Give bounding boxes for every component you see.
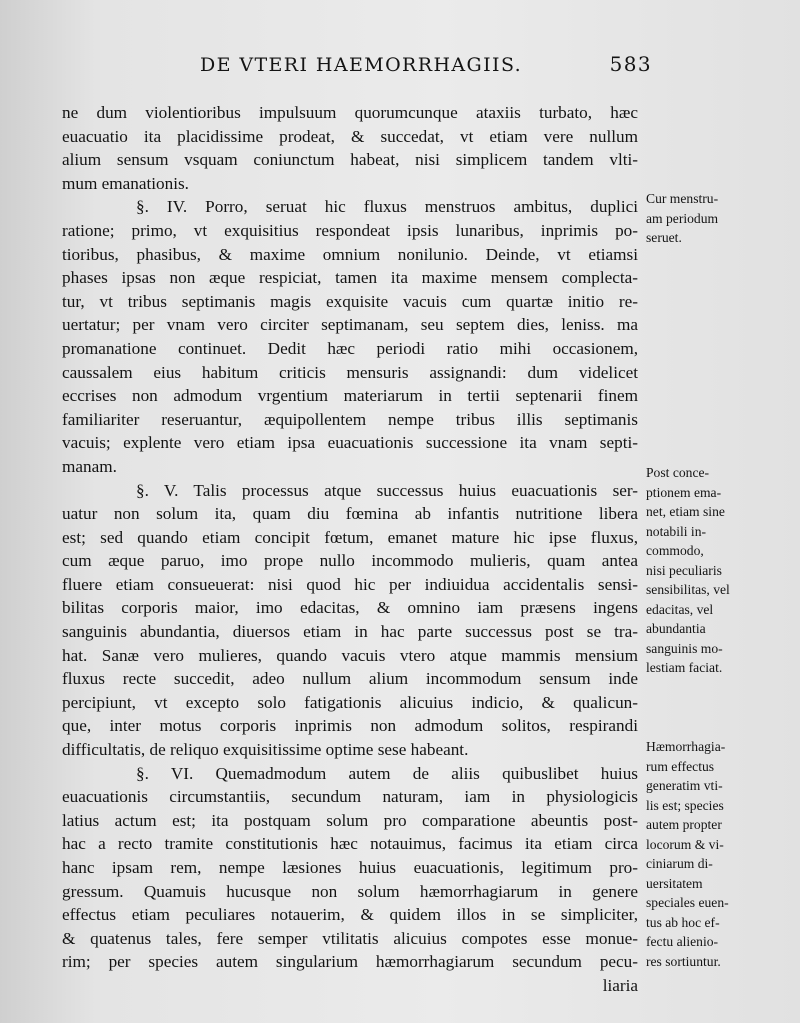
text-line: mum emanationis. (62, 173, 189, 193)
note-line: Post conce- (646, 465, 710, 480)
note-line: autem propter (646, 817, 722, 832)
text-line: alium sensum vsquam coniunctum habeat, nisi simplicem tandem vlti- (62, 150, 638, 170)
text-line: euacuatio ita placidissime prodeat, & succedat, vt etiam vere nullum (62, 126, 638, 146)
note-line: nisi peculiaris (646, 562, 722, 578)
text-line: tioribus, phasibus, & maxime omnium nonilunio. Deinde, vt etiamsi (62, 244, 638, 264)
text-line: effectus etiam peculiares notauerim, & quidem illos in se simpliciter, (62, 905, 638, 925)
text-line: uertatur; per vnam vero circiter septimanam, seu septem dies, leniss. ma (62, 315, 638, 335)
note-line: notabili in- (646, 523, 707, 539)
note-line: seruet. (646, 230, 682, 245)
text-line: vacuis; explente vero etiam ipsa euacuationis successione ita vnam septi- (62, 433, 638, 453)
note-line: ptionem ema- (646, 484, 722, 500)
note-line: lis est; species (646, 797, 724, 813)
note-line: net, etiam sine (646, 504, 725, 519)
note-line: edacitas, vel (646, 601, 714, 617)
note-line: fectu alienio- (646, 934, 719, 949)
margin-note-haemorrhagiae (646, 737, 796, 971)
running-title: DE VTERI HAEMORRHAGIIS. (200, 54, 523, 76)
paragraph-section-6 (62, 762, 638, 998)
text-line: hanc ipsam rem, nempe læsiones huius euacuationis, legitimum pro- (62, 858, 638, 877)
text-line: tur, vt tribus septimanis magis exquisite vacuis cum quartæ initio re- (62, 291, 638, 311)
note-line: am periodum (646, 210, 719, 226)
text-line: §. V. Talis processus atque successus huius euacuationis ser- (136, 480, 638, 500)
text-line: euacuationis circumstantiis, secundum naturam, iam in physiologicis (62, 787, 638, 807)
text-line: manam. (62, 456, 117, 476)
catchword: liaria (602, 975, 638, 995)
page-number: 583 (609, 52, 652, 76)
margin-note-periodus (646, 189, 796, 248)
text-line: phases ipsas non æque respiciat, tamen ita maxime mensem complecta- (62, 268, 638, 288)
text-line: difficultatis, de reliquo exquisitissime optime sese habeant. (62, 740, 469, 760)
note-line: Hæmorrhagia- (646, 739, 726, 754)
note-line: uersitatem (646, 875, 703, 891)
text-line: eccrises non admodum vrgentium materiarum in tertii septenarii finem (62, 386, 638, 406)
note-line: commodo, (646, 543, 704, 558)
text-line: ne dum violentioribus impulsuum quorumcunque ataxiis turbato, hæc (62, 103, 638, 122)
text-line: & quatenus tales, fere semper vtilitatis alicuius compotes esse monue- (62, 928, 638, 948)
text-line: est; sed quando etiam concipit fœtum, emanet mature hic ipse fluxus, (62, 527, 638, 547)
note-line: Cur menstru- (646, 191, 719, 206)
paragraph-section-4 (62, 195, 638, 478)
text-line: promanatione continuet. Dedit hæc periodi ratio mihi occasionem, (62, 338, 638, 358)
text-line: cum æque paruo, imo prope nullo incommodo mulieris, quam antea (62, 551, 638, 571)
text-line: familiariter reseruantur, æquipollentem nempe tribus illis septimanis (62, 409, 638, 429)
note-line: abundantia (646, 621, 706, 636)
text-line: uatur non solum ita, quam diu fœmina ab infantis nutritione libera (62, 504, 638, 524)
note-line: generatim vti- (646, 778, 723, 793)
paragraph-section-5 (62, 479, 638, 762)
note-line: locorum & vi- (646, 836, 724, 852)
text-line: §. IV. Porro, seruat hic fluxus menstruos ambitus, duplici (136, 197, 638, 217)
note-line: speciales euen- (646, 895, 729, 910)
note-line: sanguinis mo- (646, 640, 723, 656)
text-line: ratione; primo, vt exquisitius respondeat ipsis lunaribus, inprimis po- (62, 220, 638, 240)
note-line: rum effectus (646, 758, 715, 774)
text-line: fluxus recte succedit, adeo nullum alium incommodum sensum inde (62, 669, 638, 689)
text-line: que, inter motus corporis inprimis non admodum solitos, respirandi (62, 716, 638, 736)
text-line: percipiunt, vt excepto solo fatigationis alicuius indicio, & qualicun- (62, 692, 638, 712)
text-line: fluere etiam consueuerat: nisi quod hic per indiuidua accidentalis sensi- (62, 574, 638, 594)
text-line: gressum. Quamuis hucusque non solum hæmorrhagiarum in genere (62, 881, 638, 901)
text-line: caussalem eius habitum criticis mensuris assignandi: dum videlicet (62, 362, 638, 382)
text-line: latius actum est; ita postquam solum pro comparatione abeuntis post- (62, 810, 638, 830)
text-line: §. VI. Quemadmodum autem de aliis quibuslibet huius (136, 763, 638, 783)
text-line: rim; per species autem singularium hæmorrhagiarum secundum pecu- (62, 952, 638, 972)
main-text-column (62, 101, 638, 998)
paragraph (62, 101, 638, 195)
note-line: tus ab hoc ef- (646, 914, 720, 930)
note-line: lestiam faciat. (646, 660, 723, 675)
note-line: sensibilitas, vel (646, 582, 730, 597)
note-line: res sortiuntur. (646, 953, 721, 969)
margin-note-conceptio (646, 463, 796, 678)
note-line: ciniarum di- (646, 856, 713, 871)
text-line: hac a recto tramite constitutionis hæc notauimus, facimus ita etiam circa (62, 834, 638, 854)
text-line: sanguinis abundantia, diuersos etiam in hac parte successus post se tra- (62, 622, 638, 642)
text-line: hat. Sanæ vero mulieres, quando vacuis vtero atque mammis mensium (62, 645, 638, 665)
text-line: bilitas corporis maior, imo edacitas, & omnino iam præsens ingens (62, 598, 638, 618)
